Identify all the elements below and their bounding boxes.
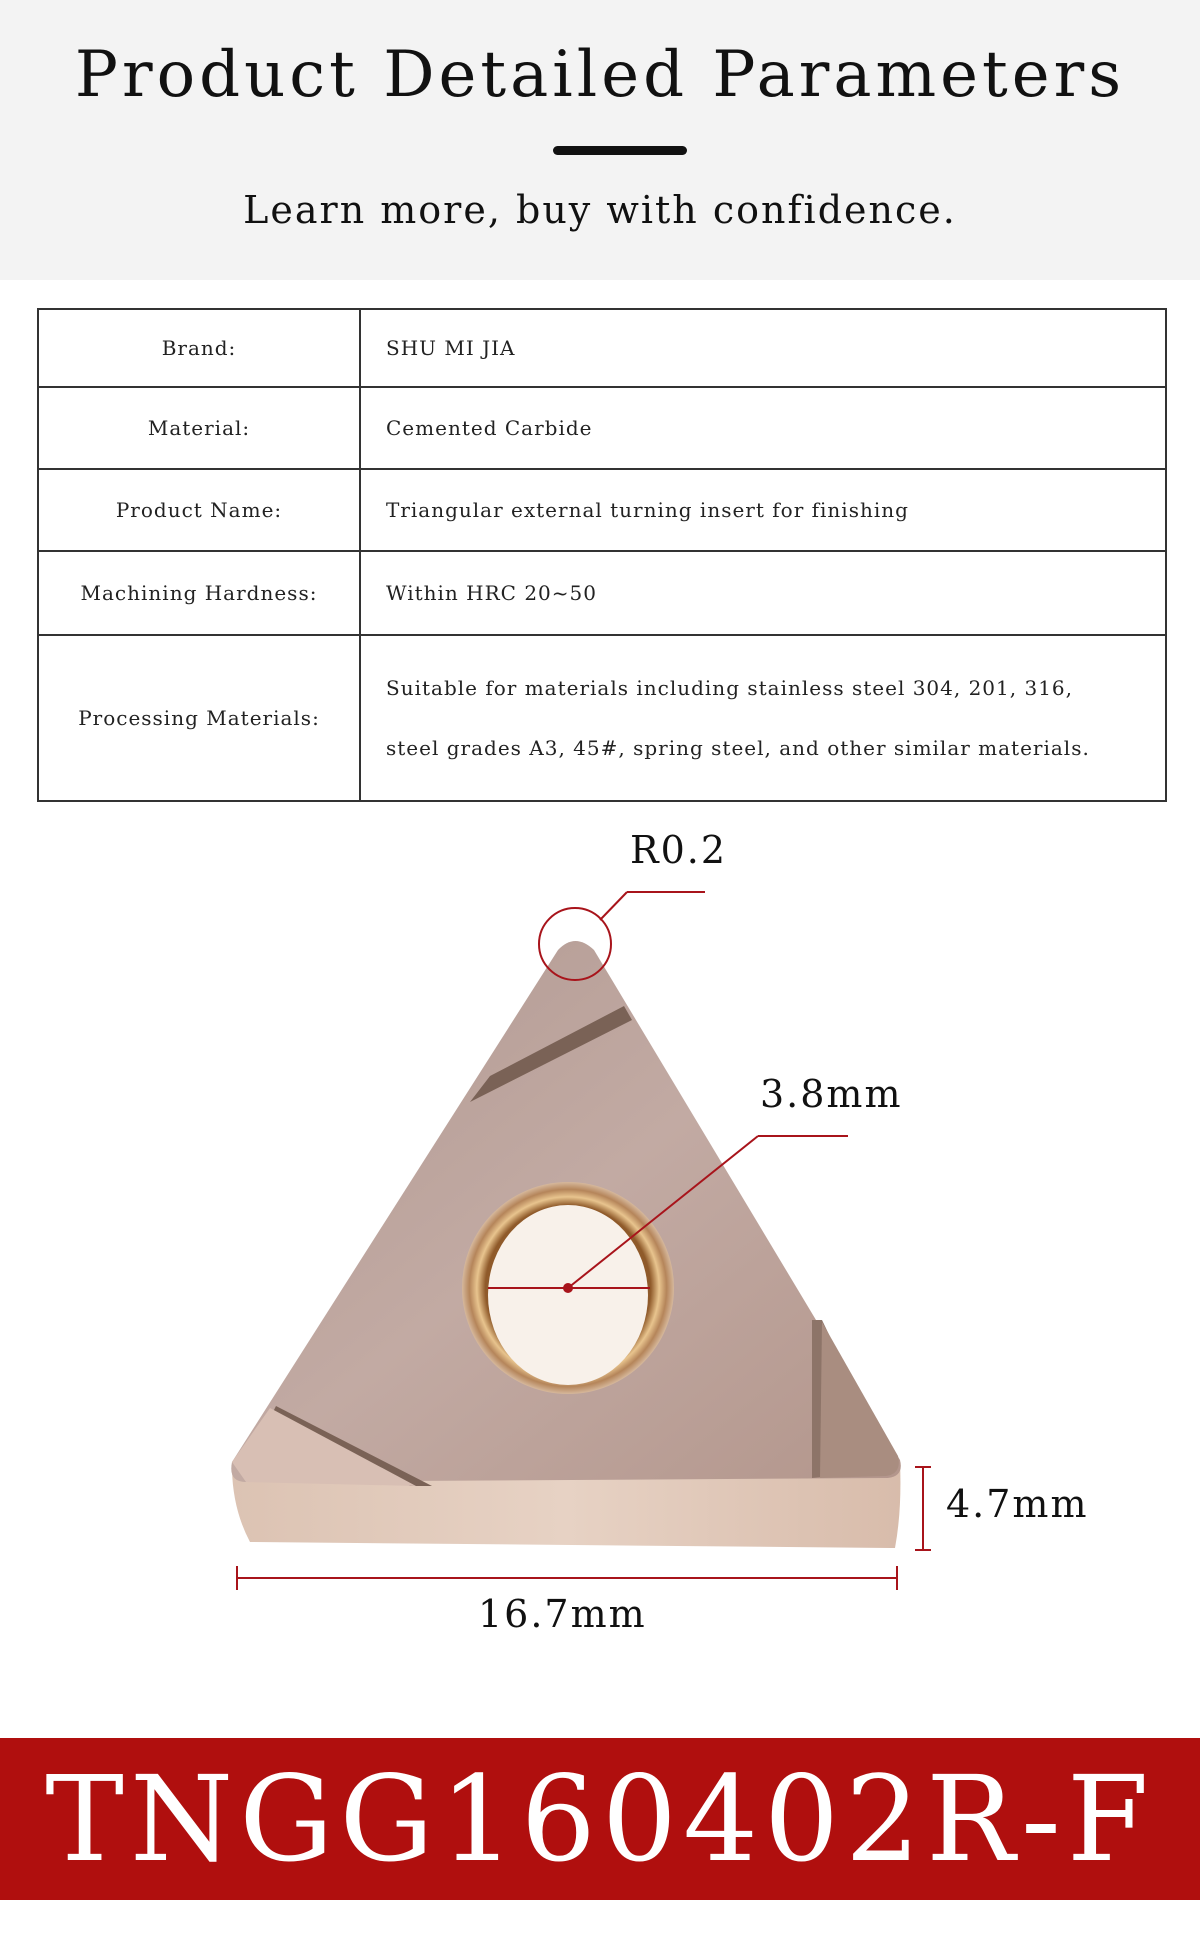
table-row [38,309,1166,387]
param-label-brand: Brand: [38,309,360,387]
corner-radius-leader [600,892,627,920]
model-number: TNGG160402R-F [45,1750,1155,1888]
param-value-line: Cemented Carbide [386,416,593,440]
page-title: Product Detailed Parameters [74,38,1126,112]
model-banner [0,1738,1200,1900]
insert-diagram [0,810,1200,1690]
page-subtitle: Learn more, buy with confidence. [243,188,957,232]
param-label-processing-materials: Processing Materials: [38,635,360,801]
param-value-brand [360,309,1166,387]
hole-diameter-label: 3.8mm [760,1072,903,1116]
hole-center-dot [563,1283,573,1293]
param-value-line: Triangular external turning insert for finishing [386,498,909,522]
edge-length-label: 16.7mm [478,1592,647,1636]
param-value-line: Suitable for materials including stainless steel 304, 201, 316, [386,676,1074,700]
param-value-line: steel grades A3, 45#, spring steel, and other similar materials. [386,736,1090,760]
title-underline [553,146,687,155]
page-header [0,0,1200,280]
param-label-product-name: Product Name: [38,469,360,551]
table-row [38,469,1166,551]
param-value-hardness [360,551,1166,635]
table-row [38,635,1166,801]
insert-illustration [0,810,1200,1690]
param-value-processing-materials [360,635,1166,801]
thickness-label: 4.7mm [946,1482,1089,1526]
hole-inner [488,1205,648,1385]
param-value-line: Within HRC 20~50 [386,581,597,605]
param-value-product-name [360,469,1166,551]
param-label-material: Material: [38,387,360,469]
parameters-table [37,308,1167,802]
param-value-line: SHU MI JIA [386,336,516,360]
param-label-hardness: Machining Hardness: [38,551,360,635]
table-row [38,551,1166,635]
chip-breaker-land [820,1322,899,1478]
param-value-material [360,387,1166,469]
corner-radius-label: R0.2 [630,828,728,872]
table-row [38,387,1166,469]
